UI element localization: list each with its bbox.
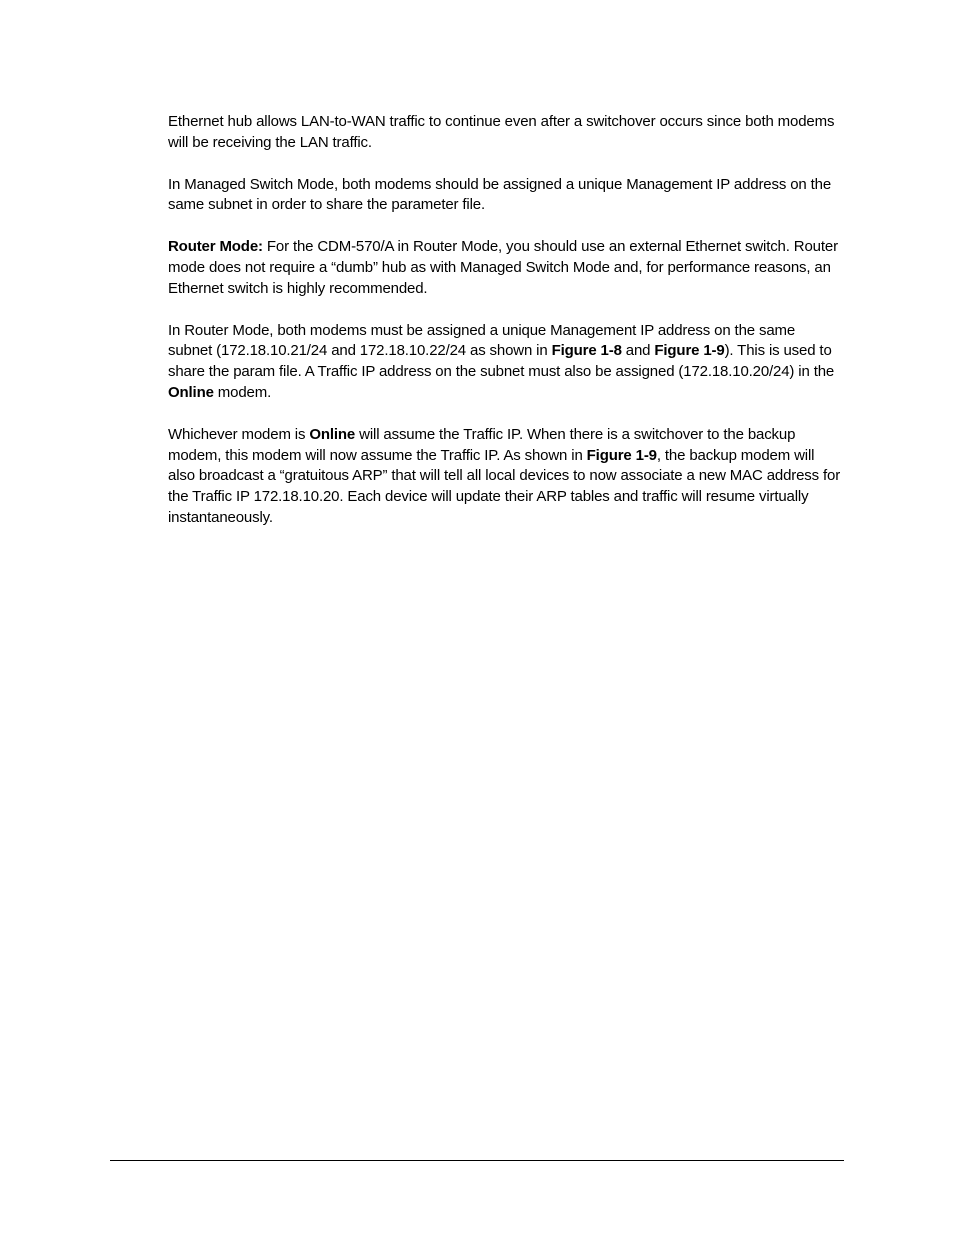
text-segment: Whichever modem is bbox=[168, 425, 310, 443]
paragraph-router-mode bbox=[168, 237, 843, 299]
paragraph-switchover bbox=[168, 425, 843, 529]
footer-divider bbox=[110, 1160, 844, 1161]
text-segment: For the CDM-570/A in Router Mode, you should use an external Ethernet switch. Router mode does not require a “dumb” hub as with Managed Switch Mode and, for performance reasons, an Ethernet switch is highly recommended. bbox=[168, 238, 838, 297]
paragraph-router-mode-ip bbox=[168, 321, 843, 404]
text-segment: modem. bbox=[213, 383, 272, 401]
figure-reference: Figure 1-9 bbox=[586, 446, 657, 464]
online-term: Online bbox=[309, 425, 356, 443]
router-mode-heading: Router Mode: bbox=[168, 238, 263, 256]
online-term: Online bbox=[168, 383, 214, 401]
body-text bbox=[168, 112, 843, 550]
figure-reference: Figure 1-8 bbox=[551, 342, 622, 360]
text-segment: , the backup modem will also broadcast a “gratuitous ARP” that will tell all local devices to now associate a new MAC address for the Traffic IP 172.18.10.20. Each device will update their ARP tables and traffic will resume virtually instantaneously. bbox=[168, 446, 841, 526]
text-segment: In Router Mode, both modems must be assigned a unique Management IP address on the same subnet (172.18.10.21/24 and 172.18.10.22/24 as shown in bbox=[168, 321, 796, 360]
text-segment: and bbox=[621, 342, 655, 360]
text-segment: Ethernet hub allows LAN-to-WAN traffic to continue even after a switchover occurs since both modems will be receiving the LAN traffic. bbox=[168, 113, 835, 151]
figure-reference: Figure 1-9 bbox=[654, 342, 725, 360]
text-segment: ). This is used to share the param file. A Traffic IP address on the subnet must also be assigned (172.18.10.20/24) in the bbox=[168, 342, 835, 381]
text-segment: will assume the Traffic IP. When there is a switchover to the backup modem, this modem will now assume the Traffic IP. As shown in bbox=[168, 425, 796, 464]
text-segment: In Managed Switch Mode, both modems should be assigned a unique Management IP address on the same subnet in order to share the parameter file. bbox=[168, 175, 832, 214]
paragraph-managed-switch-mode bbox=[168, 175, 843, 217]
paragraph-hub-traffic bbox=[168, 112, 843, 154]
